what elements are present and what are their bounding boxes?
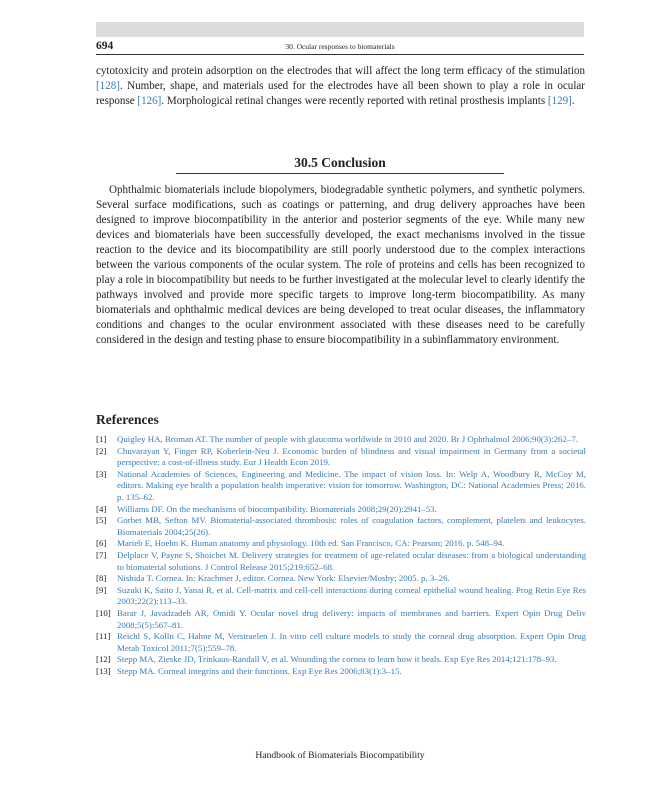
reference-link[interactable]: Williams DF. On the mechanisms of biocompatibility. Biomaterials 2008;29(20):2941–53. [117,503,437,514]
reference-link[interactable]: Marieb E, Hoehn K. Human anatomy and physiology. 10th ed. San Francisco, CA: Pearson; 2016. p. 548–94. [117,538,505,549]
reference-link[interactable]: Gorbet MB, Sefton MV. Biomaterial-associated thrombosis: roles of coagulation factors, complement, platelets and leukocytes. Biomaterials 2004;25(26). [117,515,586,537]
reference-link[interactable]: Delplace V, Payne S, Shoichet M. Delivery strategies for treatment of age-related ocular diseases: from a biological understanding to biomaterial solutions. J Control Release 2015;219:652–68. [117,549,586,572]
reference-item [96,550,586,573]
reference-item [96,654,586,666]
reference-item [96,585,586,608]
intro-text-2: . Number, shape, and materials used for the electrodes have all been shown to play a role in ocular response [96,80,585,107]
reference-link[interactable]: Stepp MA. Corneal integrins and their functions. Exp Eye Res 2006;83(1):3–15. [117,665,402,676]
reference-link[interactable]: Stepp MA, Zieske JD, Trinkaus-Randall V, et al. Wounding the cornea to learn how it heals. Exp Eye Res 2014;121:178–93. [117,654,557,665]
reference-link[interactable]: Nishida T. Cornea. In: Krachmer J, editor. Cornea. New York: Elsevier/Mosby; 2005. p. 3–26. [117,573,450,584]
reference-number: [4] [96,503,107,514]
reference-number: [10] [96,607,111,618]
reference-item [96,434,586,446]
reference-number: [12] [96,654,111,665]
references-heading: References [96,412,159,427]
reference-number: [2] [96,445,107,456]
page-number: 694 [96,40,114,52]
reference-link[interactable]: Chuvarayan Y, Finger RP, Koberlein-Neu J. Economic burden of blindness and visual impairment in Germany from a societal perspective: a cost-of-illness study. Eur J Health Econ 2019. [117,445,586,468]
reference-item [96,469,586,504]
citation-link-129[interactable]: [129] [547,95,572,107]
reference-item [96,446,586,469]
reference-item [96,504,586,516]
header-bar [96,22,584,37]
reference-item [96,573,586,585]
section-heading: 30.5 Conclusion [294,155,386,170]
reference-list [96,434,586,677]
reference-item [96,515,586,538]
footer-book-title: Handbook of Biomaterials Biocompatibility [255,750,425,761]
reference-number: [7] [96,549,107,560]
reference-number: [9] [96,584,107,595]
conclusion-paragraph: Ophthalmic biomaterials include biopolymers, biodegradable synthetic polymers, and synthetic polymers. Several surface modifications, such as coatings or patterning, and drug delivery approaches have been designed to improve biocompatibility in the anterior and posterior segments of the eye. While many new devices and biomaterials have been successfully developed, the exact mechanisms involved in the tissue reaction to the device and its biocompatibility are still poorly understood due to the complex interactions between the various components of the ocular system. The role of proteins and cells has been recognized to play a role in biocompatibility but needs to be further investigated at the molecular level to clearly identify the pathways involved and provide more specific targets to improve long-term biocompatibility. As many biomaterials and ophthalmic medical devices are being developed to treat ocular diseases, the inflammatory conditions and changes to the ocular environment associated with these diseases need to be carefully considered in the design and testing phase to ensure biocompatibility in a subinflammatory environment. [96,184,585,346]
reference-number: [1] [96,434,107,444]
reference-link[interactable]: Suzuki K, Saito J, Yanai R, et al. Cell-matrix and cell-cell interactions during corneal epithelial wound healing. Prog Retin Eye Res 2003;22(2):113–33. [117,584,586,607]
section-divider [176,173,504,174]
reference-link[interactable]: Quigley HA, Broman AT. The number of people with glaucoma worldwide in 2010 and 2020. Br J Ophthalmol 2006;90(3):262–7. [117,434,578,444]
intro-paragraph [96,64,585,109]
citation-link-126[interactable]: [126] [137,95,162,107]
reference-number: [8] [96,573,107,584]
running-head: 30. Ocular responses to biomaterials [285,42,395,51]
intro-text-1: cytotoxicity and protein adsorption on the electrodes that will affect the long term efficacy of the stimulation [96,65,585,77]
reference-item [96,538,586,550]
reference-number: [13] [96,665,111,676]
reference-link[interactable]: Barar J, Javadzadeh AR, Omidi Y. Ocular novel drug delivery: impacts of membranes and barriers. Expert Opin Drug Deliv 2008;5(5):567–81. [117,607,586,630]
reference-number: [11] [96,631,111,642]
reference-link[interactable]: Reichl S, Kolln C, Hahne M, Verstraelen J. In vitro cell culture models to study the corneal drug absorption. Expert Opin Drug Metab Toxicol 2011;7(5):559–78. [117,631,586,653]
reference-number: [3] [96,468,107,479]
intro-text-3: . Morphological retinal changes were recently reported with retinal prosthesis implants [161,95,548,107]
reference-number: [5] [96,515,107,526]
reference-item [96,631,586,654]
header-divider [96,54,584,55]
reference-number: [6] [96,538,107,549]
citation-link-128[interactable]: [128] [96,80,120,92]
reference-item [96,666,586,678]
intro-text-4: . [571,95,575,107]
reference-item [96,608,586,631]
reference-link[interactable]: National Academies of Sciences, Engineering and Medicine. The impact of vision loss. In: Welp A, Woodbury R, McCoy M, editors. Making eye health a population health imperative: vision for tomorrow. Washington, DC: National Academies Press; 2016. p. 135–62. [117,468,586,502]
